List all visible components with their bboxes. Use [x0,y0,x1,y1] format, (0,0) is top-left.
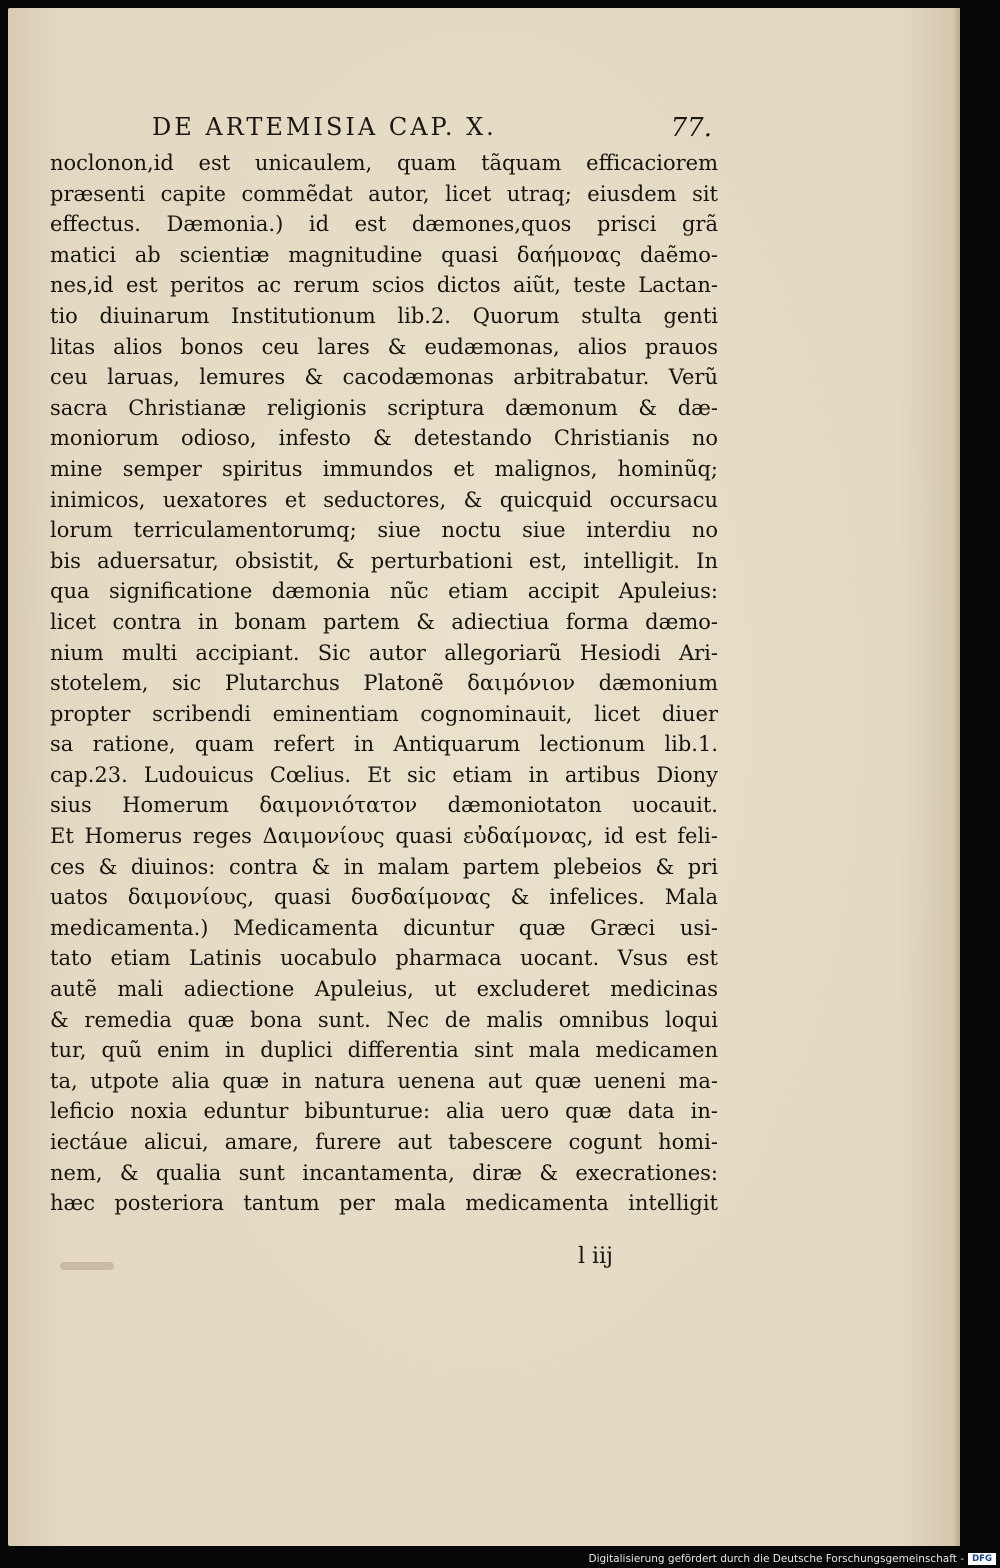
text-line: præsenti capite commẽdat autor, licet utraq; eiusdem sit [50,181,718,206]
text-line: matici ab scientiæ magnitudine quasi δαήμονας daẽmo- [50,242,718,267]
text-line: ces & diuinos: contra & in malam partem plebeios & pri [50,854,718,879]
text-line: mine semper spiritus immundos et malignos, hominũq; [50,456,718,481]
text-line: autẽ mali adiectione Apuleius, ut excluderet medicinas [50,977,718,1002]
text-line: hæc posteriora tantum per mala medicamenta intelligit [50,1191,718,1216]
text-line: inimicos, uexatores et seductores, & quicquid occursacu [50,487,718,512]
text-line: lorum terriculamentorumq; siue noctu siue interdiu no [50,518,718,543]
text-line: litas alios bonos ceu lares & eudæmonas, alios prauos [50,334,718,359]
body-text [50,148,718,1219]
page-edge [954,8,960,1546]
text-line: iectáue alicui, amare, furere aut tabescere cogunt homi- [50,1130,718,1154]
digitization-credit: Digitalisierung gefördert durch die Deutsche Forschungsgemeinschaft - [588,1553,964,1565]
text-line: moniorum odioso, infesto & detestando Christianis no [50,426,718,451]
text-line: propter scribendi eminentiam cognominauit, licet diuer [50,701,718,726]
text-line: effectus. Dæmonia.) id est dæmones,quos prisci grã [50,212,718,237]
text-line: nes,id est peritos ac rerum scios dictos aiũt, teste Lactan- [50,273,718,298]
dfg-logo: DFG [968,1553,996,1565]
text-line: nem, & qualia sunt incantamenta, diræ & execrationes: [50,1160,718,1185]
text-line: tur, quũ enim in duplici differentia sint mala medicamen [50,1038,718,1063]
text-line: uatos δαιμονίους, quasi δυσδαίμονας & infelices. Mala [50,885,718,910]
text-line: & remedia quæ bona sunt. Nec de malis omnibus loqui [50,1007,718,1032]
text-line: Et Homerus reges Δαιμονίους quasi εὐδαίμονας, id est feli- [50,824,718,849]
page-number: 77. [670,113,712,143]
text-line: stotelem, sic Plutarchus Platonẽ δαιμόνιον dæmonium [50,671,718,696]
ink-smudge [60,1262,114,1270]
text-line: ceu laruas, lemures & cacodæmonas arbitrabatur. Verũ [50,365,718,390]
text-line: sa ratione, quam refert in Antiquarum lectionum lib.1. [50,732,718,757]
text-line: ta, utpote alia quæ in natura uenena aut quæ ueneni ma- [50,1068,718,1093]
text-line: medicamenta.) Medicamenta dicuntur quæ Græci usi- [50,915,718,940]
text-line: cap.23. Ludouicus Cœlius. Et sic etiam in artibus Diony [50,762,718,787]
text-line: sius Homerum δαιμονιότατον dæmoniotaton uocauit. [50,793,718,818]
text-line: tato etiam Latinis uocabulo pharmaca uocant. Vsus est [50,946,718,971]
text-line: bis aduersatur, obsistit, & perturbationi est, intelligit. In [50,548,718,573]
signature-mark: l iij [578,1244,613,1269]
text-line: noclonon,id est unicaulem, quam tãquam efficaciorem [50,151,718,175]
text-line: tio diuinarum Institutionum lib.2. Quorum stulta genti [50,303,718,328]
running-head-title: DE ARTEMISIA CAP. X. [152,113,497,141]
text-line: sacra Christianæ religionis scriptura dæmonum & dæ- [50,395,718,420]
text-line: licet contra in bonam partem & adiectiua forma dæmo- [50,609,718,634]
text-line: leficio noxia eduntur bibunturue: alia uero quæ data in- [50,1099,718,1124]
text-line: qua significatione dæmonia nũc etiam accipit Apuleius: [50,579,718,604]
text-line: nium multi accipiant. Sic autor allegoriarũ Hesiodi Ari- [50,640,718,665]
running-head [152,113,712,149]
